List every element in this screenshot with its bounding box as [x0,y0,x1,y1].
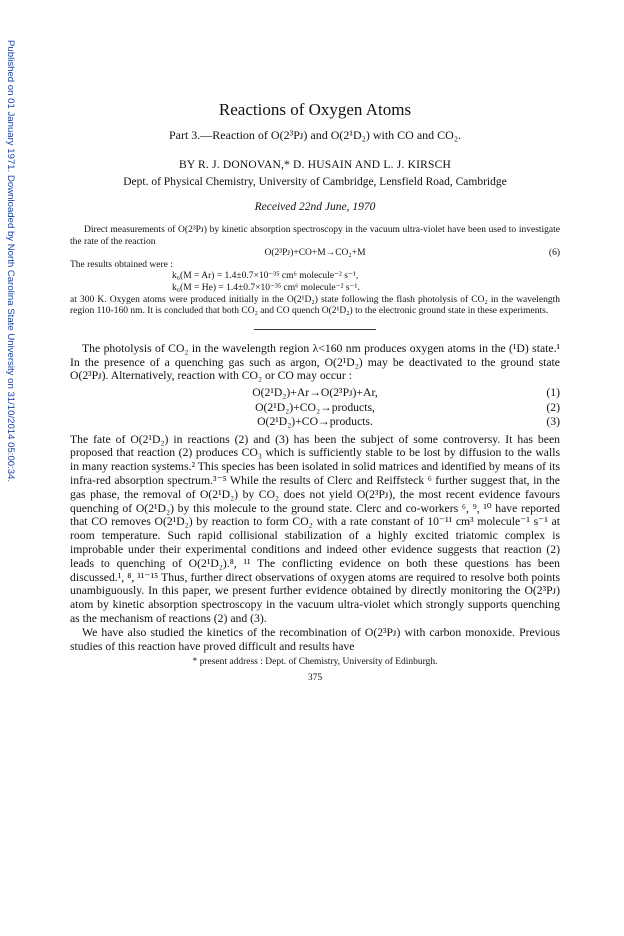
equation-2 [70,401,560,416]
abstract-results-intro: The results obtained were : [70,259,173,270]
equation-2-text: O(2¹D₂)+CO₂→products, [255,400,375,414]
equation-1 [70,386,560,401]
abstract-conclusion: at 300 K. Oxygen atoms were produced initially in the O(2¹D₂) state following the flash photolysis of CO₂ in the wavelength region 110-160 nm. It is concluded that both CO₂ and CO quench O(2¹D₂) to the electronic ground state in these experiments. [70,294,560,317]
equation-block [70,386,560,430]
abstract-reaction-number: (6) [548,248,560,259]
affiliation: Dept. of Physical Chemistry, University of Cambridge, Lensfield Road, Cambridge [123,176,507,188]
equation-3-text: O(2¹D₂)+CO→products. [257,415,373,429]
abstract-reaction-text: O(2³Pᴊ)+CO+M→CO₂+M [264,248,366,259]
equation-1-number: (1) [546,386,560,400]
author-line: BY R. J. DONOVAN,* D. HUSAIN AND L. J. KIRSCH [179,159,451,171]
download-notice-text: Published on 01 January 1971. Downloaded by North Carolina State University on 31/10/2014 05:00:34. [5,40,16,483]
equation-3-number: (3) [546,415,560,429]
page-number: 375 [307,673,323,684]
received-date: Received 22nd June, 1970 [254,201,376,213]
abstract-intro: Direct measurements of O(2³Pᴊ) by kinetic absorption spectroscopy in the vacuum ultra-violet have been used to investigate the rate of the reaction [70,225,560,247]
download-notice [2,40,16,600]
article-subtitle: Part 3.—Reaction of O(2³Pᴊ) and O(2¹D₂) with CO and CO₂. [168,128,462,142]
rate-constant-helium: k₆(M = He) = 1.4±0.7×10⁻³⁵ cm⁶ molecule⁻² s⁻¹. [172,282,360,293]
body-paragraph-1: The photolysis of CO₂ in the wavelength region λ<160 nm produces oxygen atoms in the (¹D) state.¹ In the presence of a quenching gas such as argon, O(2¹D₂) may be deactivated to the ground state O(2³Pᴊ). Alternatively, reaction with CO₂ or CO may occur : [70,341,560,383]
body-paragraph-2: The fate of O(2¹D₂) in reactions (2) and (3) has been the subject of some controversy. It has been proposed that reaction (2) produces CO₃ which is sufficiently stable to be lost by diffusion to the walls in many reaction systems.² This species has been isolated in solid matrices and identified by means of its infra-red absorption spectrum.³⁻⁵ While the results of Clerc and Reiffsteck ⁶ further suggest that, in the gas phase, the removal of O(2¹D₂) by CO₂ does not yield O(2³Pᴊ), the most recent evidence favours quenching of O(2¹D₂) by this molecule to the ground state. Clerc and co-workers ⁶, ⁹, ¹⁰ have reported that CO removes O(2¹D₂) by reaction to form CO₂ with a rate constant of 10⁻¹¹ cm³ molecule⁻¹ s⁻¹ at room temperature. Such rapid collisional stabilization of a highly excited triatomic complex is improbable under their experimental conditions and indeed other evidence suggests that reaction (2) leads to quenching of O(2¹D₂).⁸, ¹¹ The conflicting evidence on both these questions has been discussed.¹, ⁸, ¹¹⁻¹⁵ Thus, further direct observations of oxygen atoms are required to resolve both points unambiguously. In this paper, we present further evidence obtained by directly monitoring the O(2³Pᴊ) atom by kinetic absorption spectroscopy in the vacuum ultra-violet which strongly supports quenching as the mechanism of reactions (2) and (3). [70,432,560,625]
rate-constant-argon: k₆(M = Ar) = 1.4±0.7×10⁻³⁵ cm⁶ molecule⁻² s⁻¹, [172,271,359,282]
footnote: * present address : Dept. of Chemistry, University of Edinburgh. [192,657,438,668]
article-body [70,342,560,654]
body-paragraph-3: We have also studied the kinetics of the recombination of O(2³Pᴊ) with carbon monoxide. Previous studies of this reaction have proved difficult and results have [70,625,560,653]
equation-1-text: O(2¹D₂)+Ar→O(2³Pᴊ)+Ar, [252,386,378,400]
equation-3 [70,415,560,430]
equation-2-number: (2) [546,400,560,414]
article-page [70,100,560,683]
article-title: Reactions of Oxygen Atoms [218,100,412,119]
section-divider [254,329,376,330]
abstract-reaction [70,248,560,260]
abstract [70,225,560,318]
